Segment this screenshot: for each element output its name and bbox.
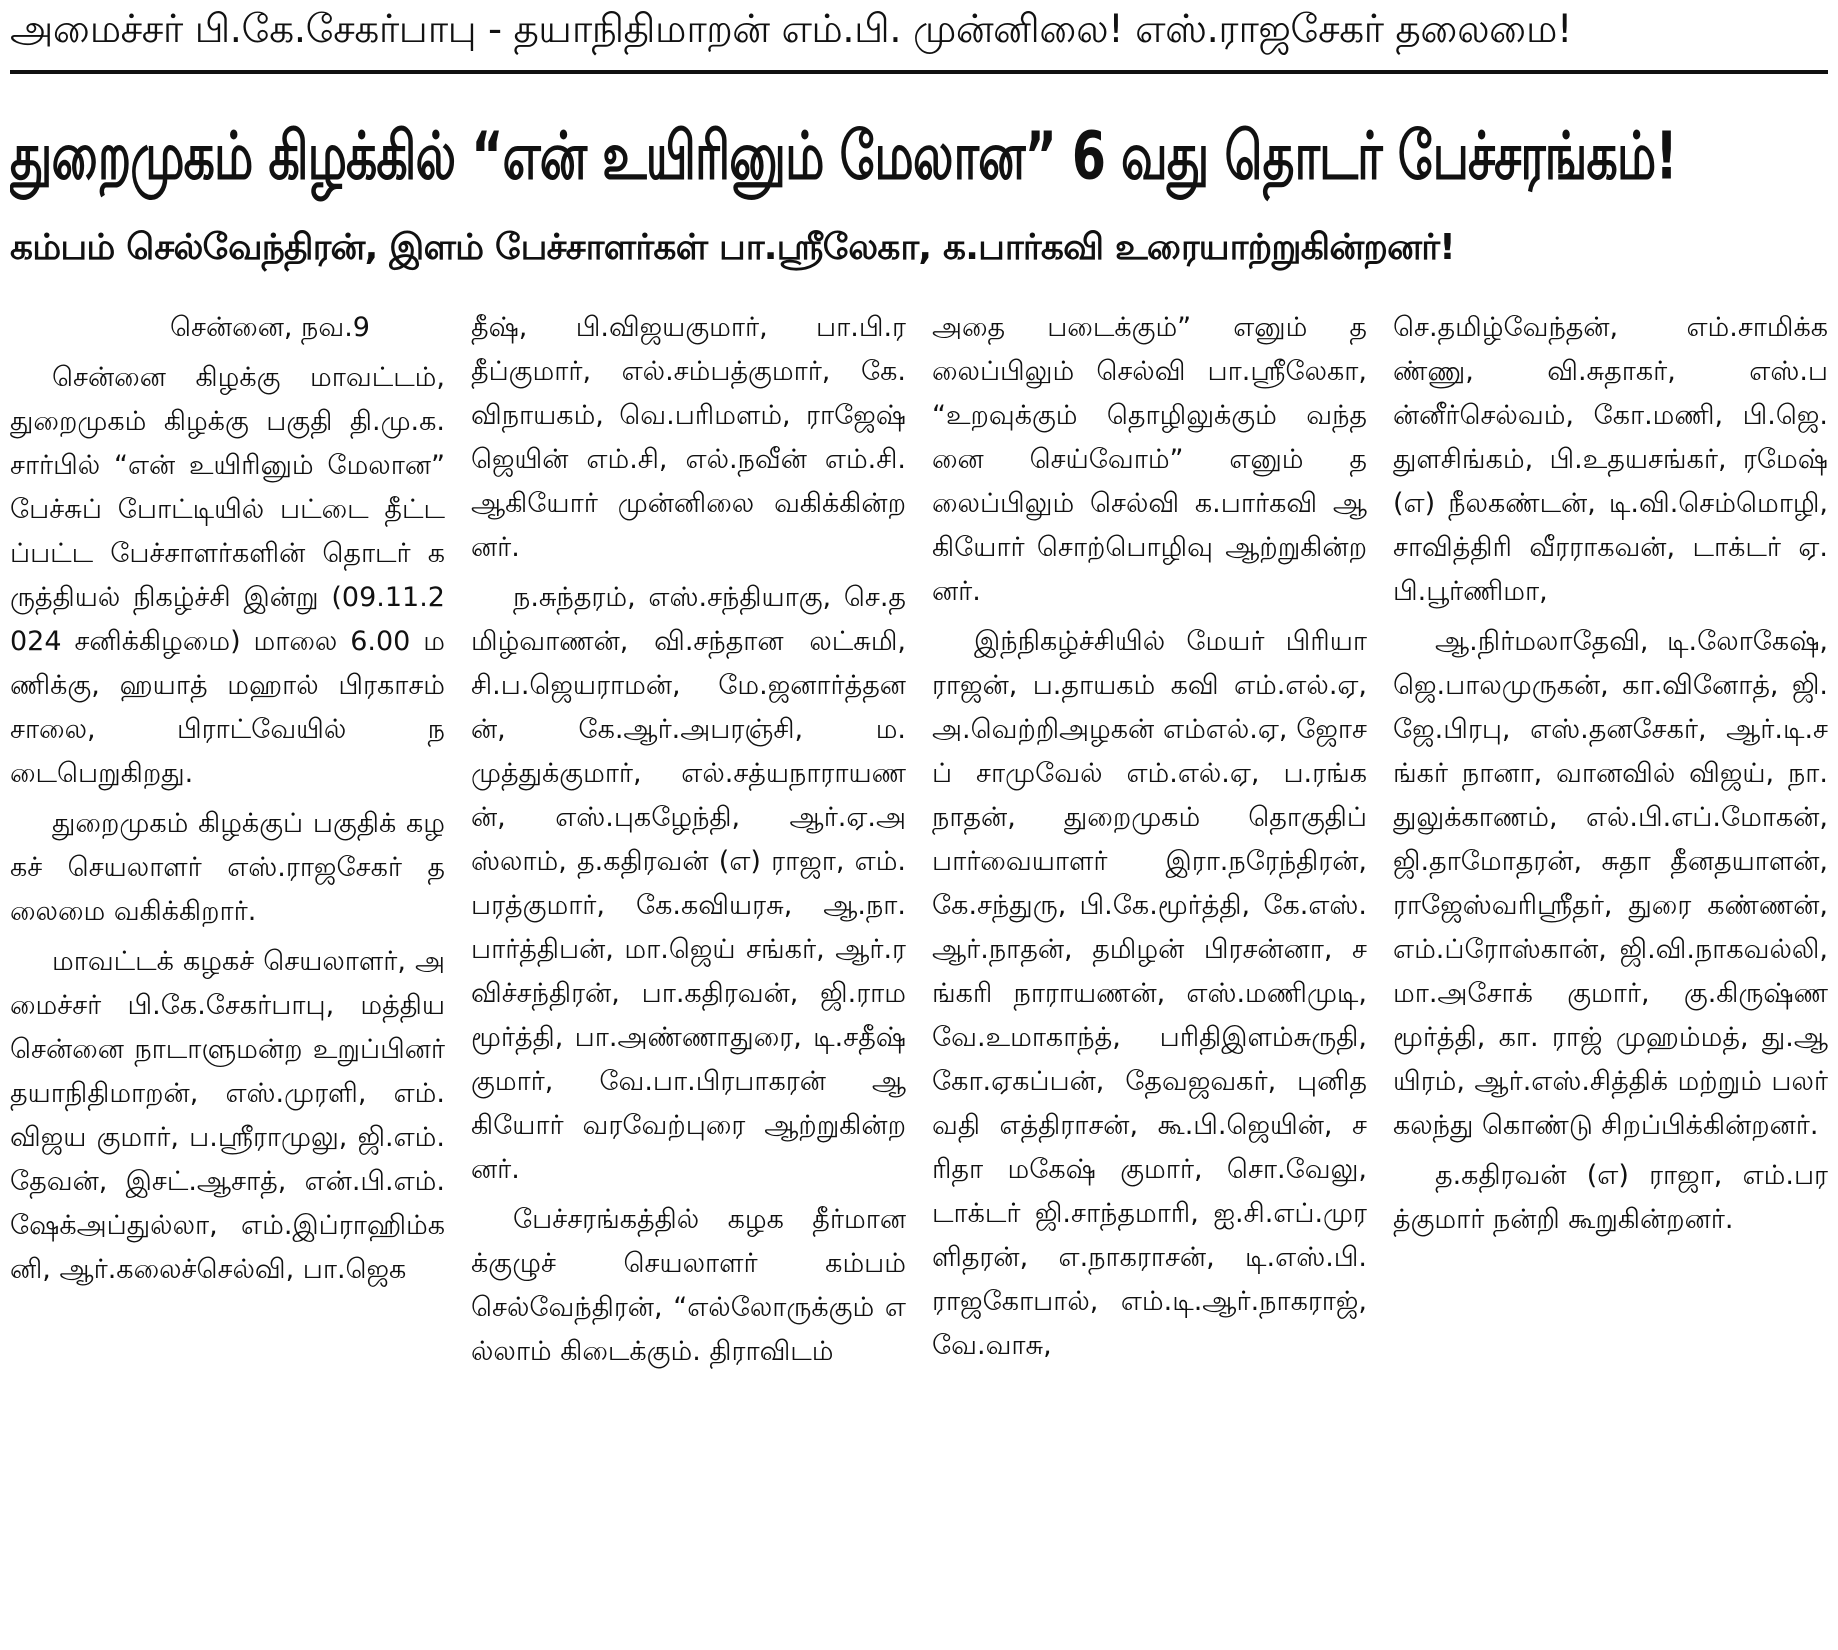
kicker-line: அமைச்சர் பி.கே.சேகர்பாபு - தயாநிதிமாறன் எம்.பி. முன்னிலை! எஸ்.ராஜசேகர் தலைமை!	[10, 7, 1573, 52]
body-paragraph: தீஷ், பி.விஜயகுமார், பா.பி.ரதீப்குமார், எல்.சம்பத்குமார், கே.விநாயகம், வெ.பரிமளம், ராஜேஷ் ஜெயின் எம்.சி, எல்.நவீன் எம்.சி. ஆகியோர் முன்னிலை வகிக்கின்றனர்.	[471, 312, 906, 563]
subheadline: கம்பம் செல்வேந்திரன், இளம் பேச்சாளர்கள் பா.ஸ்ரீலேகா, க.பார்கவி உரையாற்றுகின்றனர்!	[10, 227, 1455, 268]
header-rule	[10, 70, 1828, 74]
body-paragraph: இந்நிகழ்ச்சியில் மேயர் பிரியா ராஜன், ப.தாயகம் கவி எம்.எல்.ஏ, அ.வெற்றிஅழகன் எம்எல்.ஏ, ஜோசப் சாமுவேல் எம்.எல்.ஏ, ப.ரங்கநாதன், துறைமுகம் தொகுதிப் பார்வையாளர் இரா.நரேந்திரன், கே.சந்துரு, பி.கே.மூர்த்தி, கே.எஸ்.ஆர்.நாதன், தமிழன் பிரசன்னா, சங்கரி நாராயணன், எஸ்.மணிமுடி, வே.உமாகாந்த், பரிதிஇளம்சுருதி, கோ.ஏகப்பன், தேவஜவகர், புனிதவதி எத்திராசன், கூ.பி.ஜெயின், சரிதா மகேஷ் குமார், சொ.வேலு, டாக்டர் ஜி.சாந்தமாரி, ஐ.சி.எப்.முரளிதரன், எ.நாகராசன், டி.எஸ்.பி.ராஜகோபால், எம்.டி.ஆர்.நாகராஜ், வே.வாசு,	[932, 626, 1367, 1361]
body-paragraph: சென்னை கிழக்கு மாவட்டம், துறைமுகம் கிழக்கு பகுதி தி.மு.க. சார்பில் “என் உயிரினும் மேலான” பேச்சுப் போட்டியில் பட்டை தீட்டப்பட்ட பேச்சாளர்களின் தொடர் கருத்தியல் நிகழ்ச்சி இன்று (09.11.2024 சனிக்கிழமை) மாலை 6.00 மணிக்கு, ஹயாத் மஹால் பிரகாசம் சாலை, பிராட்வேயில் நடைபெறுகிறது.	[10, 362, 445, 789]
body-paragraph: பேச்சரங்கத்தில் கழக தீர்மானக்குழுச் செயலாளர் கம்பம் செல்வேந்திரன், “எல்லோருக்கும் எல்லாம் கிடைக்கும். திராவிடம்	[471, 1204, 906, 1367]
article-column-4	[1393, 306, 1828, 1626]
body-paragraph: செ.தமிழ்வேந்தன், எம்.சாமிக்கண்ணு, வி.சுதாகர், எஸ்.பன்னீர்செல்வம், கோ.மணி, பி.ஜெ.துளசிங்கம், பி.உதயசங்கர், ரமேஷ் (எ) நீலகண்டன், டி.வி.செம்மொழி, சாவித்திரி வீரராகவன், டாக்டர் ஏ.பி.பூர்ணிமா,	[1393, 312, 1828, 607]
article-column-1	[10, 306, 445, 1626]
article-column-3	[932, 306, 1367, 1626]
body-paragraph: துறைமுகம் கிழக்குப் பகுதிக் கழகச் செயலாளர் எஸ்.ராஜசேகர் தலைமை வகிக்கிறார்.	[10, 808, 445, 927]
headline: துறைமுகம் கிழக்கில் “என் உயிரினும் மேலான” 6 வது தொடர் பேச்சரங்கம்!	[10, 117, 1677, 195]
article-column-2	[471, 306, 906, 1626]
body-paragraph: ஆ.நிர்மலாதேவி, டி.லோகேஷ், ஜெ.பாலமுருகன், கா.வினோத், ஜி.ஜே.பிரபு, எஸ்.தனசேகர், ஆர்.டி.சங்கர் நானா, வானவில் விஜய், நா.துலுக்காணம், எல்.பி.எப்.மோகன், ஜி.தாமோதரன், சுதா தீனதயாளன், ராஜேஸ்வரிஸ்ரீதர், துரை கண்ணன், எம்.ப்ரோஸ்கான், ஜி.வி.நாகவல்லி, மா.அசோக் குமார், கு.கிருஷ்ணமூர்த்தி, கா. ராஜ் முஹம்மத், து.ஆயிரம், ஆர்.எஸ்.சித்திக் மற்றும் பலர் கலந்து கொண்டு சிறப்பிக்கின்றனர்.	[1393, 626, 1828, 1141]
dateline: சென்னை, நவ.9	[170, 312, 370, 343]
article-body	[10, 306, 1828, 1626]
body-paragraph: அதை படைக்கும்” எனும் தலைப்பிலும் செல்வி பா.ஸ்ரீலேகா, “உறவுக்கும் தொழிலுக்கும் வந்தனை செய்வோம்” எனும் தலைப்பிலும் செல்வி க.பார்கவி ஆகியோர் சொற்பொழிவு ஆற்றுகின்றனர்.	[932, 312, 1367, 607]
body-paragraph: மாவட்டக் கழகச் செயலாளர், அமைச்சர் பி.கே.சேகர்பாபு, மத்திய சென்னை நாடாளுமன்ற உறுப்பினர் தயாநிதிமாறன், எஸ்.முரளி, எம்.விஜய குமார், ப.ஸ்ரீராமுலு, ஜி.எம்.தேவன், இசட்.ஆசாத், என்.பி.எம்.ஷேக்அப்துல்லா, எம்.இப்ராஹிம்கனி, ஆர்.கலைச்செல்வி, பா.ஜெக	[10, 946, 445, 1285]
body-paragraph: த.கதிரவன் (எ) ராஜா, எம்.பரத்குமார் நன்றி கூறுகின்றனர்.	[1393, 1160, 1828, 1235]
body-paragraph: ந.சுந்தரம், எஸ்.சந்தியாகு, செ.தமிழ்வாணன், வி.சந்தான லட்சுமி, சி.ப.ஜெயராமன், மே.ஜனார்த்தனன், கே.ஆர்.அபரஞ்சி, ம.முத்துக்குமார், எல்.சத்யநாராயணன், எஸ்.புகழேந்தி, ஆர்.ஏ.அஸ்லாம், த.கதிரவன் (எ) ராஜா, எம்.பரத்குமார், கே.கவியரசு, ஆ.நா.பார்த்திபன், மா.ஜெய் சங்கர், ஆர்.ரவிச்சந்திரன், பா.கதிரவன், ஜி.ராமமூர்த்தி, பா.அண்ணாதுரை, டி.சதீஷ் குமார், வே.பா.பிரபாகரன் ஆகியோர் வரவேற்புரை ஆற்றுகின்றனர்.	[471, 582, 906, 1185]
